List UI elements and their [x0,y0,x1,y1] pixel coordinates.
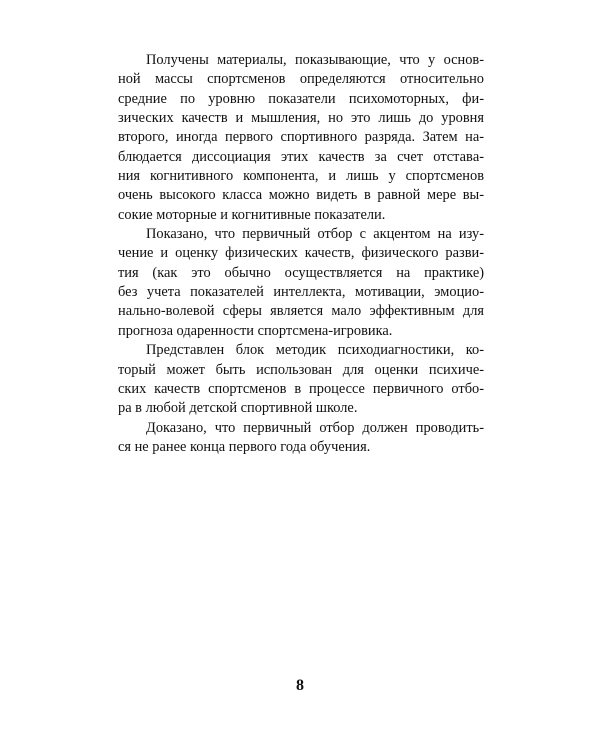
text-line: ских качеств спортсменов в процессе первичного отбо- [118,380,484,397]
text-line: сокие моторные и когнитивные показатели. [118,206,386,223]
text-line: Показано, что первичный отбор с акцентом на изу- [146,226,484,243]
text-line: ся не ранее конца первого года обучения. [118,438,371,455]
text-line: тия (как это обычно осуществляется на практике) [118,264,484,281]
text-line: Доказано, что первичный отбор должен проводить- [146,419,484,436]
paragraph-4 [118,419,484,458]
text-line: второго, иногда первого спортивного разряда. Затем на- [118,129,484,146]
text-line: без учета показателей интеллекта, мотивации, эмоцио- [118,284,484,301]
text-line: зических качеств и мышления, но это лишь до уровня [118,110,484,127]
text-line: ной массы спортсменов определяются относительно [118,71,484,88]
body-text [118,51,484,457]
text-line: Представлен блок методик психодиагностики, ко- [146,342,484,359]
text-line: чение и оценку физических качеств, физического разви- [118,245,484,262]
paragraph-1 [118,51,484,225]
text-line: Получены материалы, показывающие, что у основ- [146,52,484,68]
page-number: 8 [296,677,304,694]
text-line: торый может быть использован для оценки психиче- [118,361,484,378]
text-line: нально-волевой сферы является мало эффективным для [118,303,484,320]
text-line: прогноза одаренности спортсмена-игровика. [118,322,393,339]
paragraph-3 [118,341,484,418]
text-line: ния когнитивного компонента, и лишь у спортсменов [118,168,484,185]
text-line: очень высокого класса можно видеть в равной мере вы- [118,187,484,204]
text-line: средние по уровню показатели психомоторных, фи- [118,90,484,107]
paragraph-2 [118,225,484,341]
text-line: блюдается диссоциация этих качеств за счет отставa- [118,148,484,165]
text-line: ра в любой детской спортивной школе. [118,400,358,417]
